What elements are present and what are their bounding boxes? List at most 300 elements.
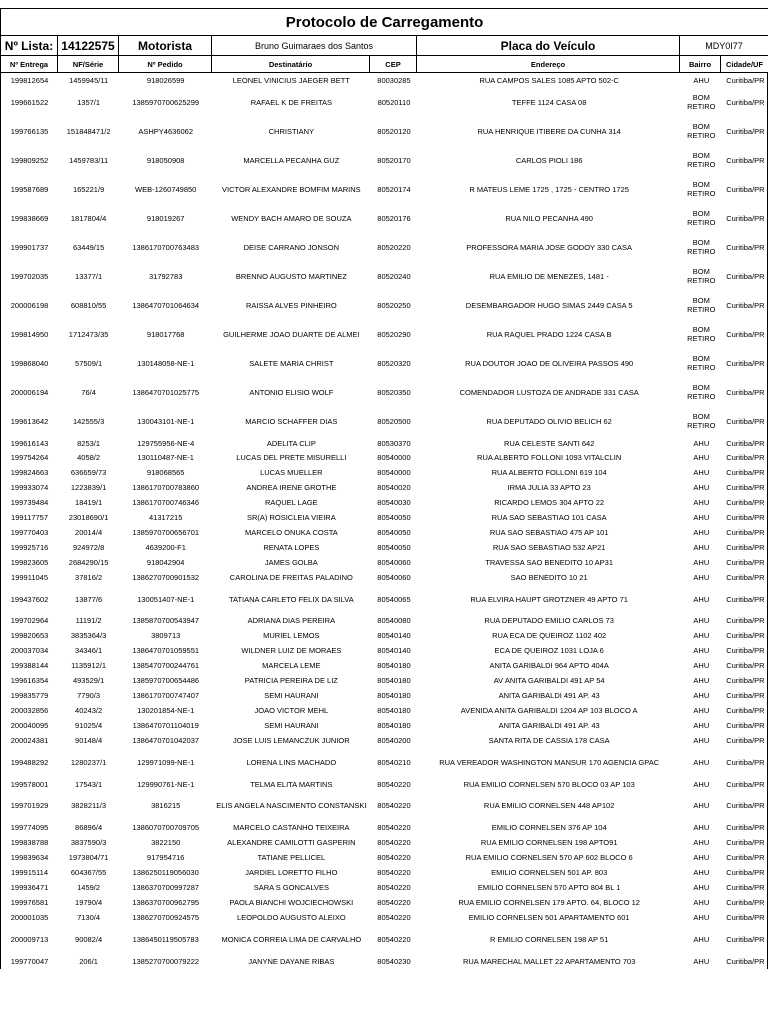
cell-entrega: 200032856	[10, 705, 49, 715]
cell-pedido: 918042904	[146, 557, 185, 567]
cell-cep: 80530370	[377, 438, 411, 448]
cell-pedido: 130201854-NE-1	[137, 705, 195, 715]
table-row	[1, 175, 768, 204]
delivery-table	[1, 73, 768, 969]
cell-bairro: AHU	[693, 956, 710, 966]
cell-destinatario: PAOLA BIANCHI WOJCIECHOWSKI	[229, 897, 354, 907]
table-row	[1, 540, 768, 555]
cell-pedido: 1386170700746346	[132, 498, 200, 508]
table-row	[1, 585, 768, 614]
cell-endereco: AV ANITA GARIBALDI 491 AP 54	[493, 676, 605, 686]
cell-destinatario: GUILHERME JOAO DUARTE DE ALMEI	[223, 329, 360, 339]
cell-pedido: 1386470701042037	[132, 735, 200, 745]
cell-nf-serie: 604367/55	[70, 868, 107, 878]
cell-bairro: BOM RETIRO	[687, 411, 716, 431]
cell-entrega: 200024381	[10, 735, 49, 745]
cell-endereco: ECA DE QUEIROZ 1031 LOJA 6	[494, 646, 604, 656]
column-header-row	[1, 56, 768, 73]
cell-nf-serie: 3828211/3	[71, 801, 107, 811]
cell-destinatario: JANYNE DAYANE RIBAS	[248, 956, 335, 966]
table-row	[1, 555, 768, 570]
cell-pedido: 1386170700783860	[132, 483, 200, 493]
placa-label: Placa do Veículo	[417, 36, 680, 56]
cell-pedido: 917954716	[146, 853, 185, 863]
table-row	[1, 629, 768, 644]
cell-cidade: Curitiba/PR	[726, 646, 765, 656]
cell-pedido: 1386370700962795	[132, 897, 200, 907]
cell-destinatario: LUCAS DEL PRETE MISURELLI	[236, 453, 347, 463]
table-row	[1, 850, 768, 865]
cell-nf-serie: 7130/4	[77, 912, 101, 922]
table-row	[1, 146, 768, 175]
cell-bairro: AHU	[693, 801, 710, 811]
cell-endereco: RUA HENRIQUE ITIBERE DA CUNHA 314	[477, 126, 621, 136]
table-row	[1, 792, 768, 821]
cell-destinatario: JARDIEL LORETTO FILHO	[245, 868, 338, 878]
cell-nf-serie: 1459945/11	[69, 75, 109, 85]
cell-cep: 80540180	[377, 705, 411, 715]
cell-bairro: AHU	[693, 676, 710, 686]
cell-cep: 80520110	[377, 97, 411, 107]
cell-cidade: Curitiba/PR	[726, 358, 765, 368]
cell-cidade: Curitiba/PR	[726, 387, 765, 397]
cell-nf-serie: 11191/2	[75, 616, 102, 626]
cell-pedido: 1385970700625299	[132, 97, 200, 107]
col-header-destinatario: Destinatário	[212, 56, 370, 73]
cell-pedido: 1385470700244761	[132, 661, 200, 671]
cell-entrega: 199823605	[10, 557, 49, 567]
cell-nf-serie: 18419/1	[75, 498, 103, 508]
table-row	[1, 821, 768, 836]
cell-pedido: 918019267	[146, 213, 185, 223]
cell-cidade: Curitiba/PR	[726, 676, 765, 686]
cell-pedido: 3816215	[151, 801, 181, 811]
table-row	[1, 495, 768, 510]
table-row	[1, 718, 768, 733]
cell-entrega: 199839634	[10, 853, 49, 863]
cell-destinatario: LEONEL VINICIUS JAEGER BETT	[232, 75, 350, 85]
cell-cidade: Curitiba/PR	[726, 934, 765, 944]
cell-bairro: AHU	[693, 542, 710, 552]
table-row	[1, 451, 768, 466]
cell-cep: 80540220	[377, 838, 411, 848]
cell-entrega: 199437602	[10, 594, 49, 604]
cell-cep: 80520220	[377, 242, 411, 252]
cell-cep: 80540000	[377, 453, 411, 463]
lista-number: 14122575	[58, 36, 119, 56]
cell-nf-serie: 3837590/3	[70, 838, 107, 848]
cell-cep: 80540140	[377, 646, 411, 656]
cell-entrega: 200009713	[10, 934, 49, 944]
cell-destinatario: MURIEL LEMOS	[263, 631, 320, 641]
cell-nf-serie: 19790/4	[75, 897, 103, 907]
cell-cidade: Curitiba/PR	[726, 882, 765, 892]
cell-pedido: 918017768	[146, 329, 185, 339]
col-header-pedido: Nº Pedido	[119, 56, 212, 73]
table-row	[1, 73, 768, 88]
cell-cep: 80540140	[377, 631, 411, 641]
cell-bairro: AHU	[693, 527, 710, 537]
table-row	[1, 204, 768, 233]
cell-nf-serie: 13877/6	[75, 594, 103, 604]
cell-bairro: BOM RETIRO	[687, 208, 716, 228]
table-row	[1, 510, 768, 525]
cell-bairro: AHU	[693, 498, 710, 508]
table-row	[1, 525, 768, 540]
cell-cep: 80540230	[377, 956, 411, 966]
cell-endereco: DESEMBARGADOR HUGO SIMAS 2449 CASA 5	[465, 300, 633, 310]
cell-bairro: AHU	[693, 823, 710, 833]
placa-value: MDY0I77	[680, 36, 768, 56]
lista-label: Nº Lista:	[1, 36, 58, 56]
cell-nf-serie: 1817804/4	[70, 213, 107, 223]
cell-entrega: 199701929	[10, 801, 49, 811]
cell-pedido: 1386270700924575	[132, 912, 200, 922]
cell-entrega: 199814950	[10, 329, 49, 339]
cell-destinatario: BRENNO AUGUSTO MARTINEZ	[235, 271, 347, 281]
cell-bairro: AHU	[693, 720, 710, 730]
cell-entrega: 199936471	[10, 882, 49, 892]
cell-destinatario: MARCELO ONUKA COSTA	[244, 527, 338, 537]
cell-nf-serie: 8253/1	[77, 438, 101, 448]
cell-bairro: AHU	[693, 934, 710, 944]
cell-nf-serie: 90082/4	[75, 934, 103, 944]
cell-destinatario: SEMI HAURANI	[264, 690, 319, 700]
cell-pedido: 1386170700763483	[132, 242, 200, 252]
cell-cidade: Curitiba/PR	[726, 705, 765, 715]
cell-bairro: AHU	[693, 513, 710, 523]
cell-cidade: Curitiba/PR	[726, 438, 765, 448]
cell-pedido: 1386250119056030	[132, 868, 199, 878]
cell-destinatario: PATRICIA PEREIRA DE LIZ	[244, 676, 338, 686]
cell-pedido: 1386470701025775	[132, 387, 200, 397]
cell-pedido: 1386370700997287	[132, 882, 200, 892]
cell-pedido: 1386170700747407	[132, 690, 200, 700]
table-row	[1, 88, 768, 117]
cell-cep: 80030285	[377, 75, 411, 85]
cell-entrega: 199915114	[11, 868, 49, 878]
table-row	[1, 880, 768, 895]
cell-endereco: RUA SAO SEBASTIAO 532 AP21	[492, 542, 606, 552]
cell-cidade: Curitiba/PR	[726, 513, 765, 523]
cell-nf-serie: 493529/1	[72, 676, 105, 686]
cell-nf-serie: 20014/4	[75, 527, 103, 537]
cell-entrega: 199868040	[10, 358, 49, 368]
cell-endereco: TRAVESSA SAO BENEDITO 10 AP31	[485, 557, 614, 567]
table-row	[1, 925, 768, 954]
cell-entrega: 200040095	[10, 720, 49, 730]
cell-cep: 80520240	[377, 271, 411, 281]
cell-endereco: EMILIO CORNELSEN 501 APARTAMENTO 601	[468, 912, 630, 922]
cell-cep: 80540220	[377, 801, 411, 811]
cell-destinatario: VICTOR ALEXANDRE BOMFIM MARINS	[222, 184, 361, 194]
cell-cep: 80540220	[377, 882, 411, 892]
motorista-label: Motorista	[119, 36, 212, 56]
cell-cep: 80520250	[377, 300, 411, 310]
cell-cidade: Curitiba/PR	[726, 498, 765, 508]
cell-bairro: AHU	[693, 616, 710, 626]
cell-nf-serie: 1223839/1	[70, 483, 107, 493]
cell-endereco: RUA CAMPOS SALES 1085 APTO 502-C	[479, 75, 619, 85]
cell-cidade: Curitiba/PR	[726, 184, 765, 194]
cell-pedido: 918050908	[146, 155, 185, 165]
table-row	[1, 320, 768, 349]
col-header-bairro: Bairro	[680, 56, 721, 73]
table-row	[1, 349, 768, 378]
cell-entrega: 199117757	[11, 513, 49, 523]
cell-pedido: 1386470701059551	[132, 646, 200, 656]
col-header-entrega: Nº Entrega	[1, 56, 58, 73]
cell-nf-serie: 91025/4	[75, 720, 103, 730]
table-row	[1, 644, 768, 659]
cell-destinatario: DEISE CARRANO JONSON	[243, 242, 340, 252]
table-row	[1, 436, 768, 451]
cell-pedido: 41317215	[149, 513, 183, 523]
cell-endereco: EMILIO CORNELSEN 376 AP 104	[491, 823, 607, 833]
cell-cidade: Curitiba/PR	[726, 453, 765, 463]
cell-entrega: 199770403	[10, 527, 49, 537]
cell-destinatario: RENATA LOPES	[263, 542, 320, 552]
cell-pedido: 130148058-NE-1	[137, 358, 195, 368]
cell-nf-serie: 636659/73	[70, 468, 107, 478]
cell-entrega: 199809252	[10, 155, 49, 165]
cell-nf-serie: 206/1	[79, 956, 98, 966]
cell-entrega: 199702035	[10, 271, 49, 281]
cell-cep: 80540220	[377, 912, 411, 922]
cell-destinatario: TELMA ELITA MARTINS	[250, 779, 333, 789]
cell-pedido: 918068565	[146, 468, 185, 478]
cell-cidade: Curitiba/PR	[726, 527, 765, 537]
cell-destinatario: ELIS ANGELA NASCIMENTO CONSTANSKI	[216, 801, 367, 811]
cell-cidade: Curitiba/PR	[726, 868, 765, 878]
cell-entrega: 199835779	[10, 690, 49, 700]
cell-bairro: BOM RETIRO	[687, 324, 716, 344]
cell-nf-serie: 4058/2	[77, 453, 101, 463]
cell-endereco: EMILIO CORNELSEN 501 AP. 803	[491, 868, 608, 878]
cell-endereco: ANITA GARIBALDI 964 APTO 404A	[489, 661, 609, 671]
cell-destinatario: CAROLINA DE FREITAS PALADINO	[229, 572, 353, 582]
cell-cidade: Curitiba/PR	[726, 912, 765, 922]
col-header-cep: CEP	[370, 56, 417, 73]
table-row	[1, 117, 768, 146]
cell-nf-serie: 17543/1	[75, 779, 103, 789]
cell-cep: 80540180	[377, 661, 411, 671]
cell-endereco: PROFESSORA MARIA JOSE GODOY 330 CASA	[466, 242, 633, 252]
cell-bairro: AHU	[693, 453, 710, 463]
table-row	[1, 233, 768, 262]
cell-cep: 80520120	[377, 126, 411, 136]
header-table	[0, 8, 768, 73]
cell-cep: 80540200	[377, 735, 411, 745]
cell-entrega: 199838669	[10, 213, 49, 223]
cell-endereco: CARLOS PIOLI 186	[515, 155, 583, 165]
cell-nf-serie: 63449/15	[72, 242, 105, 252]
cell-endereco: RICARDO LEMOS 304 APTO 22	[494, 498, 605, 508]
table-row	[1, 733, 768, 748]
cell-entrega: 199587689	[10, 184, 49, 194]
table-row	[1, 570, 768, 585]
cell-pedido: 129755956-NE-4	[137, 438, 195, 448]
cell-cidade: Curitiba/PR	[726, 757, 765, 767]
cell-pedido: 1386470701104019	[132, 720, 199, 730]
cell-destinatario: JOSE LUIS LEMANCZUK JUNIOR	[233, 735, 350, 745]
cell-cep: 80540180	[377, 676, 411, 686]
cell-cep: 80520176	[377, 213, 411, 223]
cell-nf-serie: 34346/1	[75, 646, 103, 656]
cell-destinatario: ADELITA CLIP	[266, 438, 316, 448]
table-row	[1, 407, 768, 436]
cell-bairro: AHU	[693, 868, 710, 878]
cell-destinatario: SALETE MARIA CHRIST	[249, 358, 334, 368]
table-row	[1, 895, 768, 910]
page-title: Protocolo de Carregamento	[1, 9, 768, 36]
cell-cidade: Curitiba/PR	[726, 838, 765, 848]
cell-endereco: RUA EMILIO CORNELSEN 179 APTO. 64, BLOCO 12	[458, 897, 640, 907]
cell-entrega: 199616354	[10, 676, 49, 686]
cell-pedido: 1385870700543947	[132, 616, 200, 626]
cell-bairro: BOM RETIRO	[687, 179, 716, 199]
cell-cidade: Curitiba/PR	[726, 213, 765, 223]
cell-cidade: Curitiba/PR	[726, 956, 765, 966]
cell-destinatario: WENDY BACH AMARO DE SOUZA	[231, 213, 352, 223]
cell-endereco: RUA EMILIO CORNELSEN 570 BLOCO 03 AP 103	[463, 779, 635, 789]
cell-entrega: 199925716	[10, 542, 49, 552]
cell-cep: 80540220	[377, 868, 411, 878]
cell-endereco: RUA DOUTOR JOAO DE OLIVEIRA PASSOS 490	[465, 358, 634, 368]
cell-entrega: 199739484	[10, 498, 49, 508]
cell-cep: 80540220	[377, 823, 411, 833]
cell-nf-serie: 3835364/3	[70, 631, 107, 641]
cell-bairro: AHU	[693, 631, 710, 641]
cell-cidade: Curitiba/PR	[726, 75, 765, 85]
cell-cep: 80520350	[377, 387, 411, 397]
cell-nf-serie: 1712473/35	[68, 329, 109, 339]
cell-entrega: 199774095	[10, 823, 49, 833]
cell-entrega: 199933074	[10, 483, 49, 493]
cell-pedido: 1385970700656701	[132, 527, 200, 537]
cell-destinatario: MARCELLA PECANHA GUZ	[243, 155, 340, 165]
cell-bairro: BOM RETIRO	[687, 295, 716, 315]
cell-endereco: AVENIDA ANITA GARIBALDI 1204 AP 103 BLOCO A	[460, 705, 638, 715]
table-row	[1, 865, 768, 880]
cell-destinatario: ADRIANA DIAS PEREIRA	[247, 616, 336, 626]
cell-pedido: 3809713	[151, 631, 181, 641]
cell-endereco: R EMILIO CORNELSEN 198 AP 51	[490, 934, 609, 944]
cell-endereco: RUA ALBERTO FOLLONI 619 104	[491, 468, 607, 478]
cell-cidade: Curitiba/PR	[726, 416, 765, 426]
cell-entrega: 199812654	[10, 75, 49, 85]
cell-destinatario: SR(A) ROSICLEIA VIEIRA	[246, 513, 336, 523]
cell-cidade: Curitiba/PR	[726, 329, 765, 339]
cell-cidade: Curitiba/PR	[726, 897, 765, 907]
cell-endereco: ANITA GARIBALDI 491 AP. 43	[498, 720, 600, 730]
cell-nf-serie: 37816/2	[75, 572, 103, 582]
cell-cidade: Curitiba/PR	[726, 661, 765, 671]
cell-entrega: 200037034	[10, 646, 49, 656]
col-header-cidade: Cidade/UF	[721, 56, 768, 73]
cell-endereco: RUA EMILIO DE MENEZES, 1481 -	[489, 271, 609, 281]
cell-destinatario: MARCELO CASTANHO TEIXEIRA	[233, 823, 350, 833]
cell-destinatario: MARCIO SCHAFFER DIAS	[245, 416, 338, 426]
cell-endereco: RUA EMILIO CORNELSEN 570 AP 602 BLOCO 6	[465, 853, 633, 863]
cell-endereco: ANITA GARIBALDI 491 AP. 43	[498, 690, 600, 700]
cell-bairro: AHU	[693, 468, 710, 478]
cell-cep: 80520174	[377, 184, 411, 194]
table-row	[1, 262, 768, 291]
cell-entrega: 199702964	[10, 616, 49, 626]
cell-nf-serie: 142555/3	[72, 416, 105, 426]
cell-nf-serie: 1973804/71	[68, 853, 109, 863]
table-row	[1, 688, 768, 703]
cell-bairro: BOM RETIRO	[687, 382, 716, 402]
cell-endereco: COMENDADOR LUSTOZA DE ANDRADE 331 CASA	[459, 387, 639, 397]
cell-destinatario: SEMI HAURANI	[264, 720, 319, 730]
cell-destinatario: RAISSA ALVES PINHEIRO	[245, 300, 337, 310]
cell-pedido: 1386450119505783	[132, 934, 199, 944]
cell-endereco: EMILIO CORNELSEN 570 APTO 804 BL 1	[477, 882, 621, 892]
cell-destinatario: LORENA LINS MACHADO	[246, 757, 337, 767]
cell-bairro: BOM RETIRO	[687, 237, 716, 257]
cell-cep: 80540220	[377, 853, 411, 863]
cell-nf-serie: 13377/1	[75, 271, 103, 281]
cell-bairro: AHU	[693, 690, 710, 700]
table-row	[1, 291, 768, 320]
table-row	[1, 954, 768, 969]
cell-bairro: AHU	[693, 853, 710, 863]
cell-cep: 80540220	[377, 779, 411, 789]
cell-nf-serie: 86896/4	[75, 823, 103, 833]
cell-entrega: 199824663	[10, 468, 49, 478]
cell-entrega: 199578001	[10, 779, 49, 789]
table-row	[1, 466, 768, 481]
cell-cep: 80540220	[377, 897, 411, 907]
cell-cidade: Curitiba/PR	[726, 155, 765, 165]
cell-nf-serie: 90148/4	[75, 735, 103, 745]
cell-bairro: AHU	[693, 757, 710, 767]
cell-entrega: 199661522	[10, 97, 49, 107]
cell-cidade: Curitiba/PR	[726, 594, 765, 604]
cell-entrega: 199901737	[10, 242, 49, 252]
cell-entrega: 199754264	[10, 453, 49, 463]
cell-entrega: 199911045	[11, 572, 49, 582]
cell-nf-serie: 1280237/1	[70, 757, 107, 767]
cell-nf-serie: 924972/8	[72, 542, 105, 552]
table-row	[1, 836, 768, 851]
cell-endereco: RUA MARECHAL MALLET 22 APARTAMENTO 703	[462, 956, 636, 966]
cell-nf-serie: 23018690/1	[68, 513, 109, 523]
col-header-nf: NF/Série	[58, 56, 119, 73]
cell-bairro: AHU	[693, 594, 710, 604]
cell-cep: 80520290	[377, 329, 411, 339]
cell-pedido: 31792783	[149, 271, 183, 281]
cell-cep: 80540050	[377, 513, 411, 523]
cell-nf-serie: 1459783/11	[69, 155, 109, 165]
table-row	[1, 910, 768, 925]
cell-endereco: RUA VEREADOR WASHINGTON MANSUR 170 AGENCIA GPAC	[439, 757, 660, 767]
table-row	[1, 658, 768, 673]
cell-destinatario: WILDNER LUIZ DE MORAES	[241, 646, 342, 656]
cell-bairro: AHU	[693, 661, 710, 671]
cell-endereco: RUA ALBERTO FOLLONI 1093 VITALCLIN	[477, 453, 622, 463]
cell-cidade: Curitiba/PR	[726, 720, 765, 730]
cell-entrega: 199770047	[10, 956, 49, 966]
cell-cidade: Curitiba/PR	[726, 631, 765, 641]
cell-cidade: Curitiba/PR	[726, 853, 765, 863]
cell-endereco: RUA DEPUTADO OLIVIO BELICH 62	[486, 416, 612, 426]
cell-cidade: Curitiba/PR	[726, 468, 765, 478]
cell-cep: 80540050	[377, 542, 411, 552]
cell-endereco: RUA DEPUTADO EMILIO CARLOS 73	[484, 616, 614, 626]
